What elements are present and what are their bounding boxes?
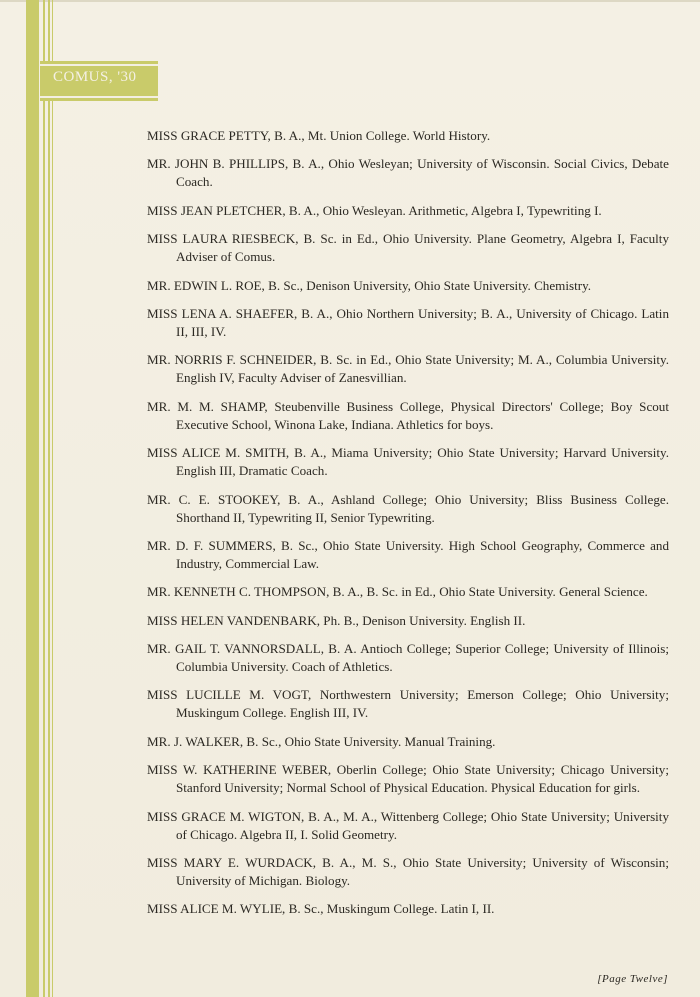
top-edge-rule [0, 0, 700, 2]
faculty-entry: MR. KENNETH C. THOMPSON, B. A., B. Sc. in Ed., Ohio State University. General Science. [147, 584, 648, 600]
page-number: [Page Twelve] [597, 973, 668, 985]
faculty-entry: MR. M. M. SHAMP, Steubenville Business College, Physical Directors' College; Boy Scout Executive School, Winona Lake, Indiana. Athletics for boys. [147, 398, 669, 432]
faculty-entry: MISS LAURA RIESBECK, B. Sc. in Ed., Ohio University. Plane Geometry, Algebra I, Faculty Adviser of Comus. [147, 231, 669, 265]
faculty-entry: MISS GRACE PETTY, B. A., Mt. Union College. World History. [147, 128, 491, 143]
faculty-entry: MISS GRACE M. WIGTON, B. A., M. A., Wittenberg College; Ohio State University; University of Chicago. Algebra II, I. Solid Geometry. [147, 808, 669, 842]
faculty-entry: MR. JOHN B. PHILLIPS, B. A., Ohio Wesleyan; University of Wisconsin. Social Civics, Debate Coach. [147, 156, 669, 190]
faculty-entry: MISS LUCILLE M. VOGT, Northwestern University; Emerson College; Ohio University; Muskingum College. English III, IV. [147, 687, 669, 721]
faculty-entry: MR. C. E. STOOKEY, B. A., Ashland College; Ohio University; Bliss Business College. Shorthand II, Typewriting II, Senior Typewriting. [147, 491, 669, 525]
left-border-band [26, 0, 39, 997]
faculty-entry: MISS ALICE M. WYLIE, B. Sc., Muskingum College. Latin I, II. [147, 901, 495, 917]
left-border-line [43, 0, 45, 997]
left-border-line [52, 0, 53, 997]
page-title: COMUS, '30 [53, 69, 137, 85]
faculty-entry: MISS W. KATHERINE WEBER, Oberlin College; Ohio State University; Chicago University; Stanford University; Normal School of Physical Education. Physical Education for girls. [147, 762, 669, 796]
faculty-entry: MR. NORRIS F. SCHNEIDER, B. Sc. in Ed., Ohio State University; M. A., Columbia University. English IV, Faculty Adviser of Zanesvillian. [147, 352, 669, 386]
faculty-entry: MISS LENA A. SHAEFER, B. A., Ohio Northern University; B. A., University of Chicago. Latin II, III, IV. [147, 305, 669, 339]
faculty-entry: MISS HELEN VANDENBARK, Ph. B., Denison University. English II. [147, 612, 526, 628]
left-border-line [48, 0, 50, 997]
faculty-entry: MISS JEAN PLETCHER, B. A., Ohio Wesleyan. Arithmetic, Algebra I, Typewriting I. [147, 202, 602, 218]
faculty-entry: MISS ALICE M. SMITH, B. A., Miama University; Ohio State University; Harvard University. English III, Dramatic Coach. [147, 445, 669, 479]
faculty-entry: MR. D. F. SUMMERS, B. Sc., Ohio State University. High School Geography, Commerce and Industry, Commercial Law. [147, 537, 669, 571]
faculty-entry: MR. EDWIN L. ROE, B. Sc., Denison University, Ohio State University. Chemistry. [147, 277, 592, 293]
faculty-entry: MR. GAIL T. VANNORSDALL, B. A. Antioch College; Superior College; University of Illinois; Columbia University. Coach of Athletics. [147, 641, 669, 675]
faculty-entry: MISS MARY E. WURDACK, B. A., M. S., Ohio State University; University of Wisconsin; University of Michigan. Biology. [147, 855, 669, 889]
faculty-list [147, 127, 669, 929]
faculty-entry: MR. J. WALKER, B. Sc., Ohio State University. Manual Training. [147, 733, 496, 749]
